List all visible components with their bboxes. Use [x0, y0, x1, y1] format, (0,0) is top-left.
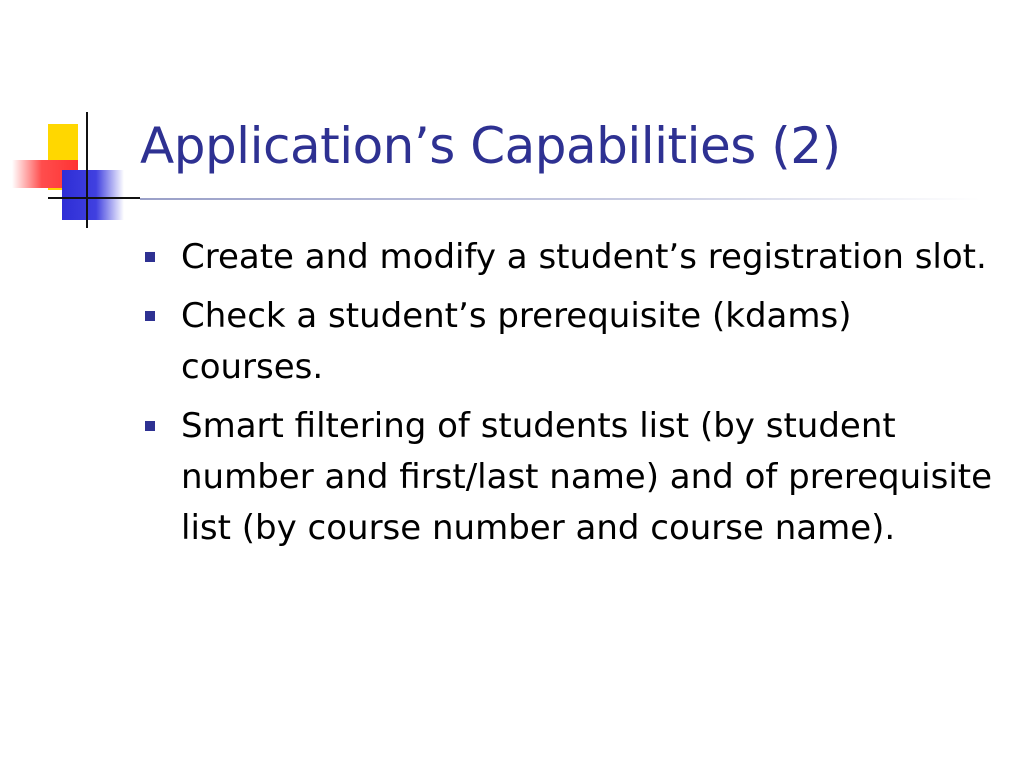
bullet-text: Create and modify a student’s registration slot.: [181, 237, 987, 277]
ornament-blue-block: [62, 170, 124, 220]
bullet-item: [145, 232, 995, 283]
ornament-vertical-line: [86, 112, 88, 228]
slide-title: Application’s Capabilities (2): [140, 117, 841, 175]
bullet-list: [145, 232, 995, 562]
square-bullet-icon: [145, 421, 155, 431]
square-bullet-icon: [145, 252, 155, 262]
square-bullet-icon: [145, 311, 155, 321]
bullet-item: [145, 291, 995, 393]
bullet-item: [145, 401, 995, 554]
corner-ornament: [0, 0, 140, 240]
title-underline: [140, 198, 980, 200]
ornament-horizontal-line: [48, 197, 140, 199]
bullet-text: Check a student’s prerequisite (kdams) courses.: [181, 296, 852, 387]
bullet-text: Smart filtering of students list (by student number and first/last name) and of prerequisite list (by course number and course name).: [181, 406, 993, 548]
